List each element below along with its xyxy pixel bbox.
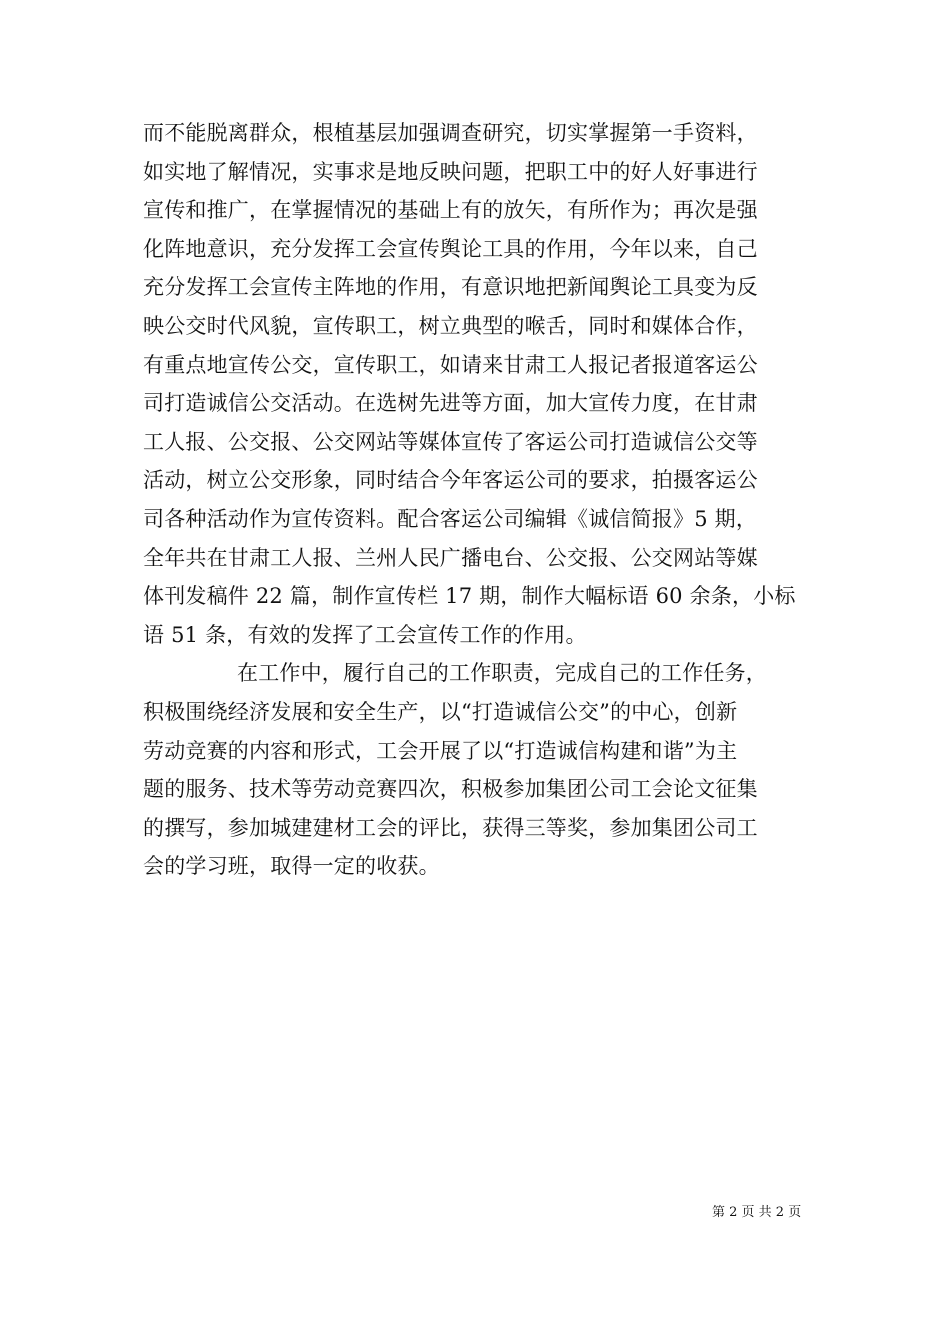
text-line: 宣传和推广，在掌握情况的基础上有的放矢，有所作为；再次是强 — [143, 198, 758, 223]
text-line: 体刊发稿件 22 篇，制作宣传栏 17 期，制作大幅标语 60 余条，小标 — [143, 584, 796, 609]
text-line: 有重点地宣传公交，宣传职工，如请来甘肃工人报记者报道客运公 — [143, 352, 758, 377]
text-line: 司打造诚信公交活动。在选树先进等方面，加大宣传力度，在甘肃 — [143, 391, 758, 416]
text-line: 语 51 条，有效的发挥了工会宣传工作的作用。 — [143, 622, 587, 647]
text-line: 司各种活动作为宣传资料。配合客运公司编辑《诚信简报》5 期， — [143, 506, 758, 531]
text-line: 如实地了解情况，实事求是地反映问题，把职工中的好人好事进行 — [143, 159, 758, 184]
document-body — [143, 114, 813, 886]
text-line: 活动，树立公交形象，同时结合今年客运公司的要求，拍摄客运公 — [143, 468, 758, 493]
text-line: 全年共在甘肃工人报、兰州人民广播电台、公交报、公交网站等媒 — [143, 545, 758, 570]
text-line: 充分发挥工会宣传主阵地的作用，有意识地把新闻舆论工具变为反 — [143, 275, 758, 300]
text-line: 工人报、公交报、公交网站等媒体宣传了客运公司打造诚信公交等 — [143, 429, 758, 454]
text-line: 的撰写，参加城建建材工会的评比，获得三等奖，参加集团公司工 — [143, 815, 758, 840]
text-line: 劳动竞赛的内容和形式，工会开展了以“打造诚信构建和谐”为主 — [143, 738, 738, 763]
text-line: 映公交时代风貌，宣传职工，树立典型的喉舌，同时和媒体合作， — [143, 313, 758, 338]
text-line: 化阵地意识，充分发挥工会宣传舆论工具的作用，今年以来，自己 — [143, 236, 758, 261]
text-line: 而不能脱离群众，根植基层加强调查研究，切实掌握第一手资料， — [143, 121, 758, 145]
paragraph-2 — [143, 654, 813, 886]
text-line: 会的学习班，取得一定的收获。 — [143, 854, 440, 879]
text-line: 在工作中，履行自己的工作职责，完成自己的工作任务， — [237, 661, 767, 686]
paragraph-1 — [143, 114, 813, 654]
page-number-footer: 第 2 页 共 2 页 — [712, 1205, 802, 1220]
text-line: 积极围绕经济发展和安全生产，以“打造诚信公交”的中心，创新 — [143, 699, 738, 724]
text-line: 题的服务、技术等劳动竞赛四次，积极参加集团公司工会论文征集 — [143, 777, 758, 802]
